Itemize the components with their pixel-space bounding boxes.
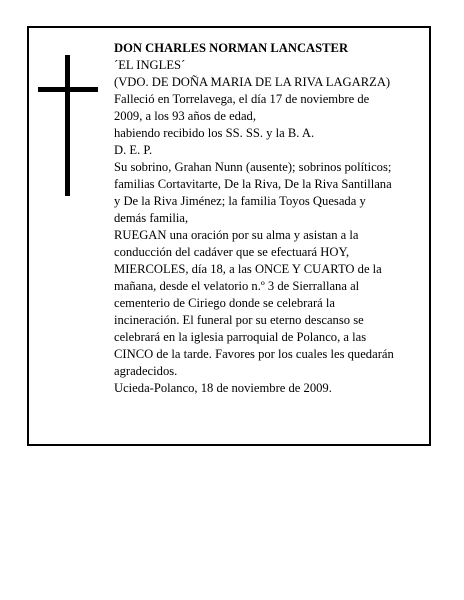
request-line-4: mañana, desde el velatorio n.º 3 de Sierrallana al	[114, 279, 360, 293]
funeral-line-1: incineración. El funeral por su eterno descanso se	[114, 313, 364, 327]
request-line-2: conducción del cadáver que se efectuará HOY,	[114, 245, 350, 259]
family-line-4: demás familia,	[114, 211, 189, 225]
deceased-name: DON CHARLES NORMAN LANCASTER	[114, 41, 349, 55]
funeral-line-3: CINCO de la tarde. Favores por los cuales les quedarán	[114, 347, 394, 361]
death-line-1: Falleció en Torrelavega, el día 17 de noviembre de	[114, 92, 370, 106]
family-line-3: y De la Riva Jiménez; la familia Toyos Quesada y	[114, 194, 366, 208]
widower-line: (VDO. DE DOÑA MARIA DE LA RIVA LAGARZA)	[114, 75, 391, 89]
death-line-2: 2009, a los 93 años de edad,	[114, 109, 256, 123]
family-line-1: Su sobrino, Grahan Nunn (ausente); sobrinos políticos;	[114, 160, 392, 174]
place-date-line: Ucieda-Polanco, 18 de noviembre de 2009.	[114, 381, 332, 395]
nickname-line: ´EL INGLES´	[114, 58, 186, 72]
funeral-line-2: celebrará en la iglesia parroquial de Polanco, a las	[114, 330, 367, 344]
request-line-5: cementerio de Ciriego donde se celebrará la	[114, 296, 335, 310]
obituary-text	[114, 40, 422, 397]
cross-icon	[38, 55, 98, 196]
request-line-3: MIERCOLES, día 18, a las ONCE Y CUARTO de la	[114, 262, 382, 276]
request-line-1: RUEGAN una oración por su alma y asistan a la	[114, 228, 359, 242]
family-line-2: familias Cortavitarte, De la Riva, De la Riva Santillana	[114, 177, 392, 191]
rip-line: D. E. P.	[114, 143, 153, 157]
thanks-line: agradecidos.	[114, 364, 178, 378]
sacraments-line: habiendo recibido los SS. SS. y la B. A.	[114, 126, 315, 140]
